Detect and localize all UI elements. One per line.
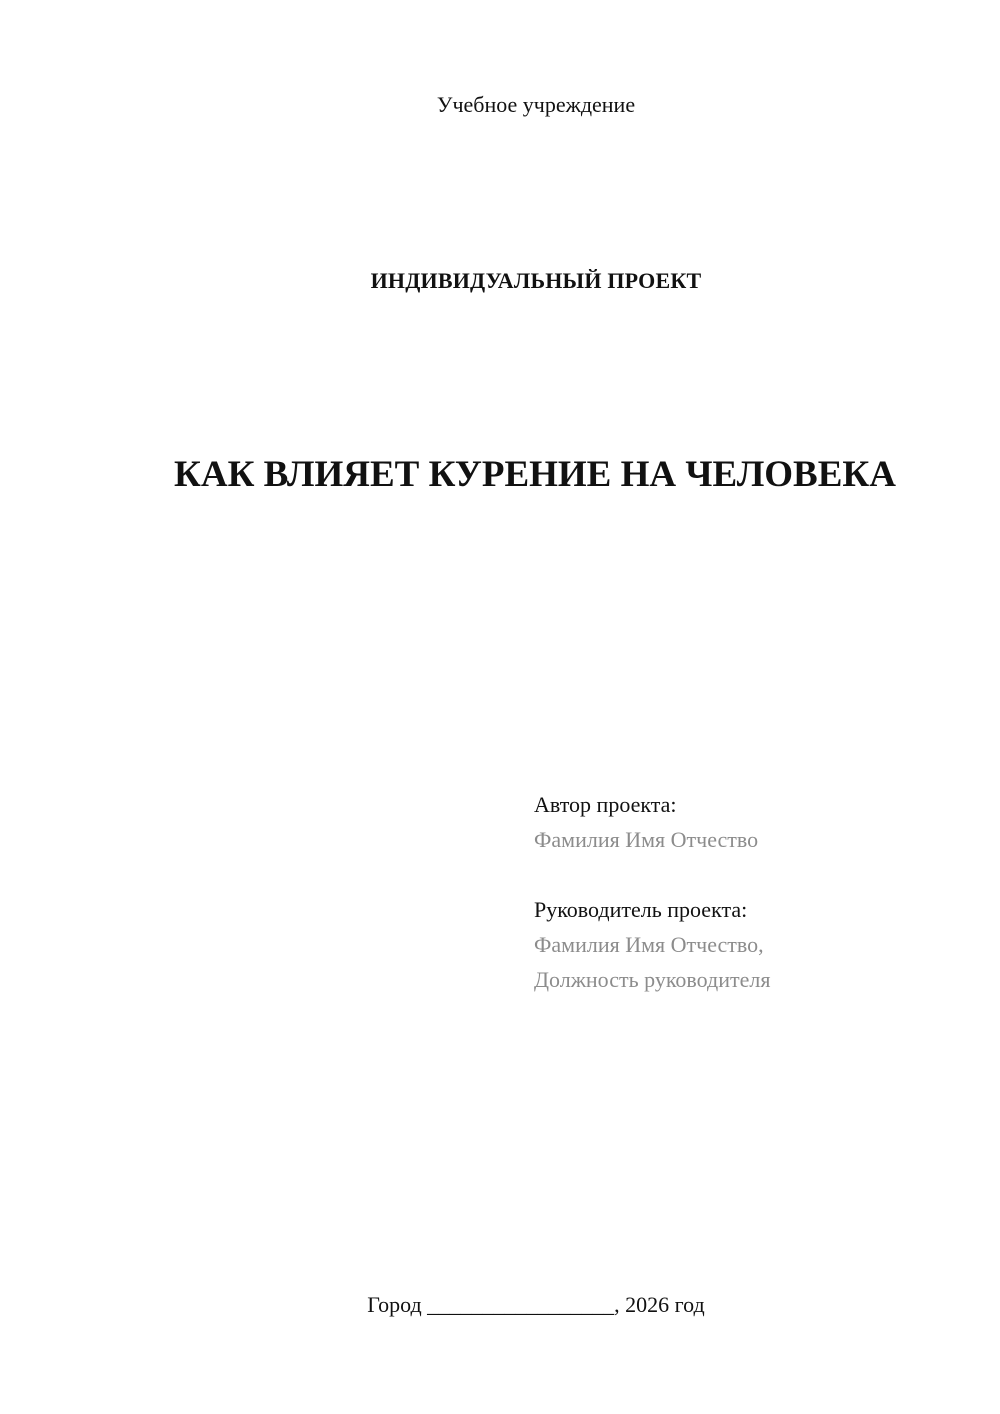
supervisor-label: Руководитель проекта:: [534, 897, 748, 922]
credits-block: [534, 787, 974, 997]
institution-name: Учебное учреждение: [436, 92, 636, 117]
author-block: [534, 787, 974, 857]
supervisor-name: Фамилия Имя Отчество,: [534, 932, 764, 957]
author-label: Автор проекта:: [534, 792, 677, 817]
project-title: КАК ВЛИЯЕТ КУРЕНИЕ НА ЧЕЛОВЕКА: [174, 454, 896, 495]
project-type-heading: ИНДИВИДУАЛЬНЫЙ ПРОЕКТ: [370, 268, 702, 293]
supervisor-block: [534, 892, 974, 997]
city-year-footer: Город _________________, 2026 год: [367, 1292, 705, 1317]
supervisor-position: Должность руководителя: [534, 967, 771, 992]
author-name: Фамилия Имя Отчество: [534, 827, 759, 852]
